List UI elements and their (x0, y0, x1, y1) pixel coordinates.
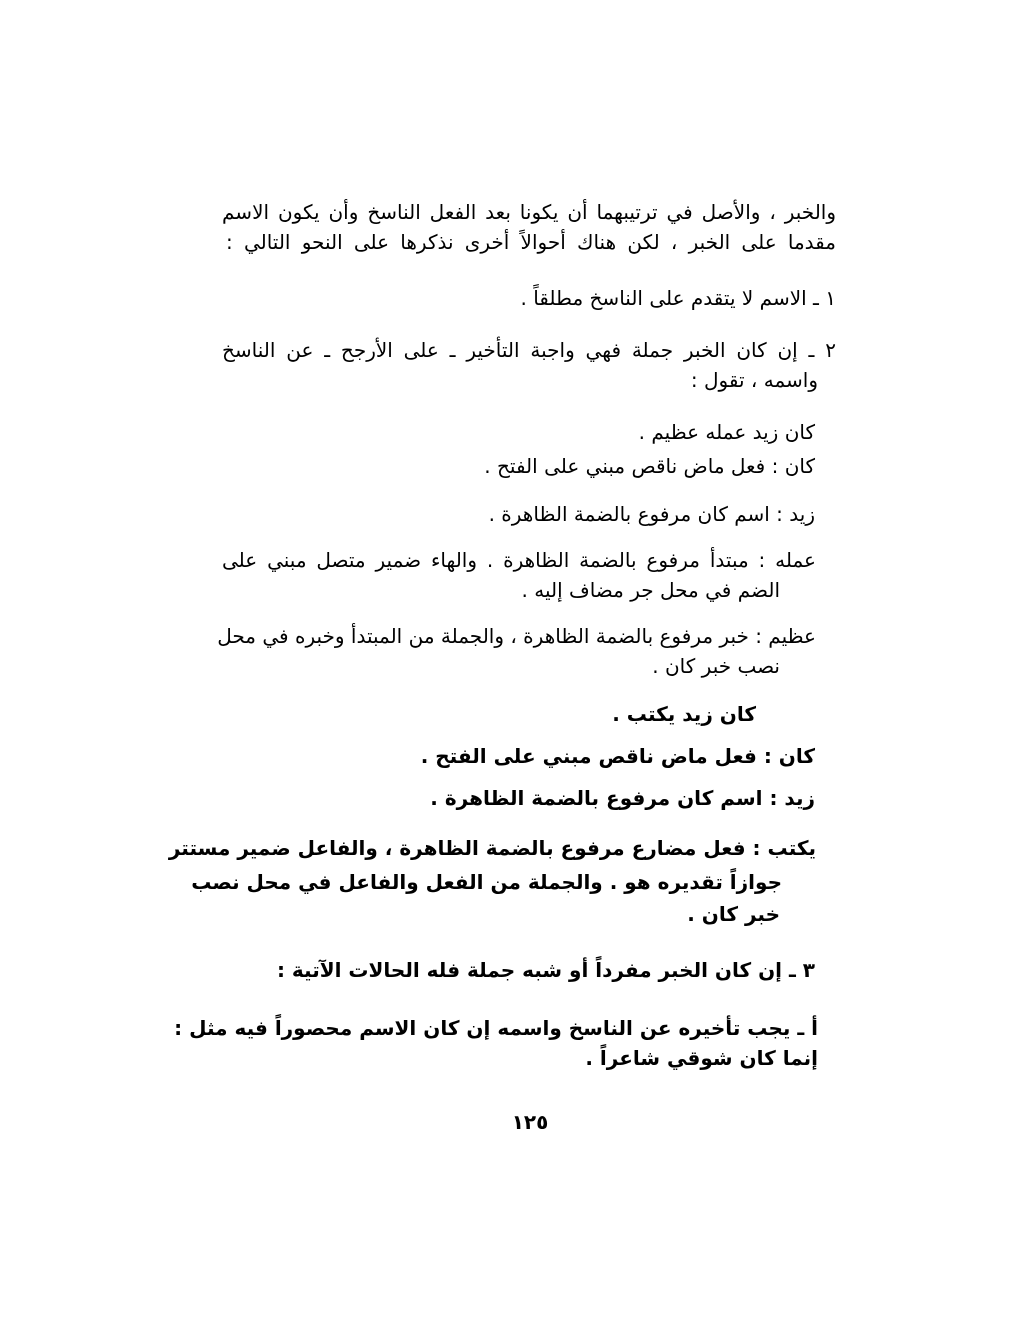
parse-zaid: زيد : اسم كان مرفوع بالضمة الظاهرة . (488, 502, 815, 526)
list-item-1: ١ ـ الاسم لا يتقدم على الناسخ مطلقاً . (520, 286, 836, 310)
parse-yaktub-continuation-2: خبر كان . (687, 902, 780, 926)
parse-azim-continuation: نصب خبر كان . (652, 654, 780, 678)
parse-zaid-2: زيد : اسم كان مرفوع بالضمة الظاهرة . (430, 786, 815, 810)
list-item-3: ٣ ـ إن كان الخبر مفرداً أو شبه جملة فله الحالات الآتية : (276, 958, 815, 982)
example-sentence-2: كان زيد يكتب . (612, 702, 756, 726)
parse-yaktub-continuation-1: جوازاً تقديره هو . والجملة من الفعل والفاعل في محل نصب (191, 870, 782, 894)
example-sentence-1: كان زيد عمله عظيم . (638, 420, 815, 444)
paragraph-line: والخبر ، والأصل في ترتيبهما أن يكونا بعد الفعل الناسخ وأن يكون الاسم (222, 200, 836, 224)
page-number: ١٢٥ (511, 1110, 549, 1134)
list-item-3a: أ ـ يجب تأخيره عن الناسخ واسمه إن كان الاسم محصوراً فيه مثل : (174, 1016, 818, 1040)
list-item-2-continuation: واسمه ، تقول : (690, 368, 818, 392)
parse-amaluhu: عمله : مبتدأ مرفوع بالضمة الظاهرة . والهاء ضمير متصل مبني على (222, 548, 816, 572)
parse-azim: عظيم : خبر مرفوع بالضمة الظاهرة ، والجملة من المبتدأ وخبره في محل (217, 624, 816, 648)
parse-kana-2: كان : فعل ماض ناقص مبني على الفتح . (420, 744, 815, 768)
parse-yaktub: يكتب : فعل مضارع مرفوع بالضمة الظاهرة ، والفاعل ضمير مستتر (168, 836, 816, 860)
list-item-3a-example: إنما كان شوقي شاعراً . (585, 1046, 818, 1070)
parse-amaluhu-continuation: الضم في محل جر مضاف إليه . (521, 578, 780, 602)
paragraph-line: مقدما على الخبر ، لكن هناك أحوالاً أخرى نذكرها على النحو التالي : (226, 230, 836, 254)
parse-kana: كان : فعل ماض ناقص مبني على الفتح . (484, 454, 815, 478)
list-item-2: ٢ ـ إن كان الخبر جملة فهي واجبة التأخير ـ على الأرجح ـ عن الناسخ (222, 338, 836, 362)
